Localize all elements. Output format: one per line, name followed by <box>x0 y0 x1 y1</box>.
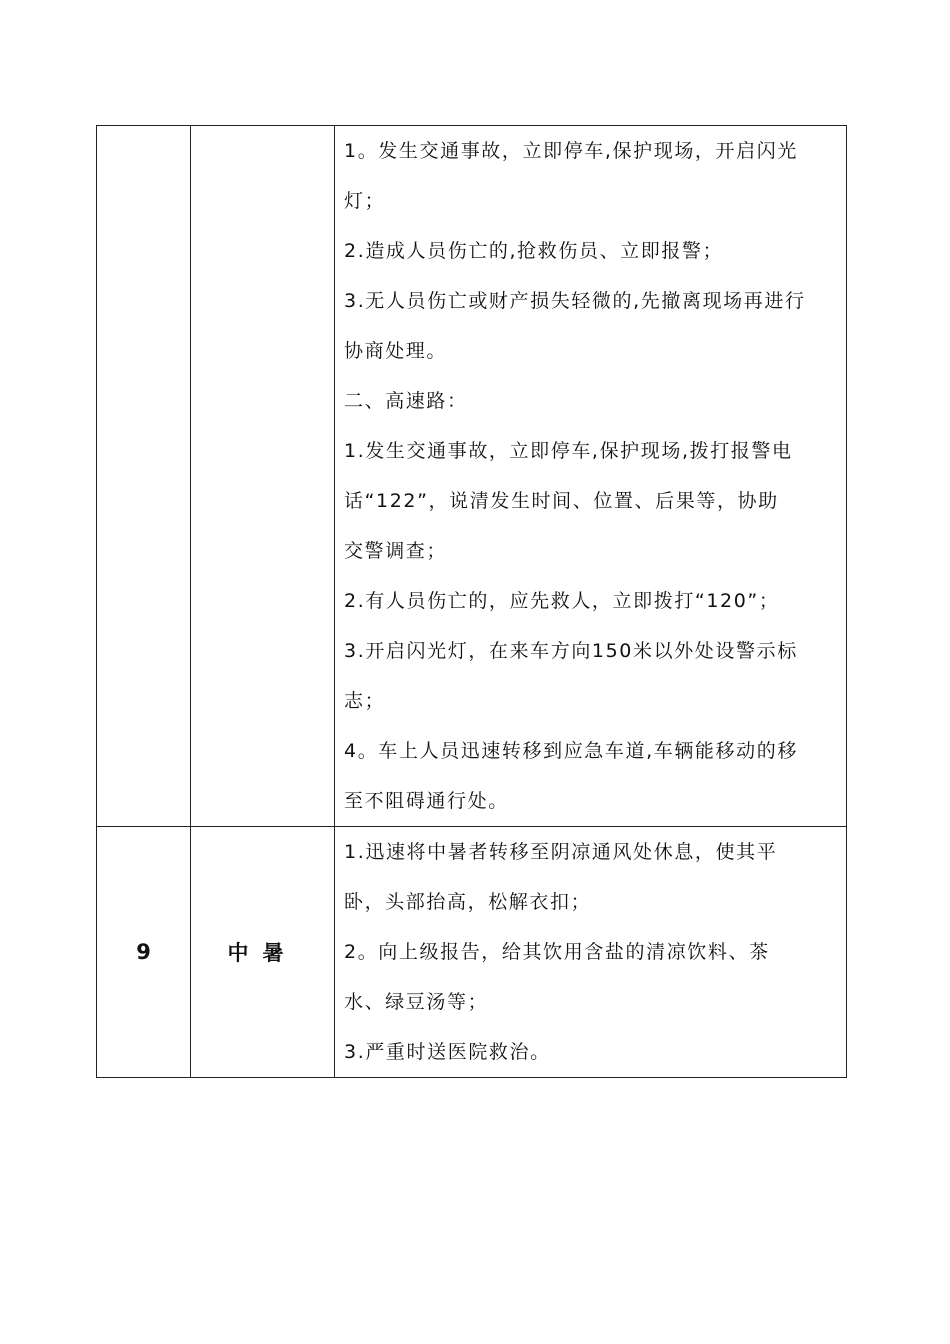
measure-line: 3.无人员伤亡或财产损失轻微的,先撤离现场再进行 <box>344 290 806 312</box>
table-row <box>97 827 847 1078</box>
measures-cell <box>335 827 847 1078</box>
measure-line: 交警调查； <box>344 540 448 562</box>
measures-cell <box>335 126 847 827</box>
measure-line: 2。向上级报告，给其饮用含盐的清凉饮料、茶 <box>344 941 770 963</box>
measure-line: 卧，头部抬高，松解衣扣； <box>344 891 592 913</box>
measure-line: 2.造成人员伤亡的,抢救伤员、立即报警； <box>344 240 724 262</box>
row-name-cell: 中暑 <box>191 827 335 1078</box>
measure-line: 水、绿豆汤等； <box>344 991 489 1013</box>
measure-line: 1.发生交通事故，立即停车,保护现场,拨打报警电 <box>344 440 793 462</box>
measure-line: 2.有人员伤亡的，应先救人，立即拨打“120”； <box>344 590 780 612</box>
section-heading: 二、高速路： <box>344 390 468 412</box>
measure-line: 3.开启闪光灯，在来车方向150米以外处设警示标 <box>344 640 798 662</box>
measure-line: 至不阻碍通行处。 <box>344 790 509 812</box>
measure-line: 3.严重时送医院救治。 <box>344 1041 551 1063</box>
row-number-cell <box>97 126 191 827</box>
measure-line: 灯； <box>344 190 386 212</box>
measure-line: 1.迅速将中暑者转移至阴凉通风处休息，使其平 <box>344 841 778 863</box>
measure-line: 话“122”，说清发生时间、位置、后果等，协助 <box>344 490 779 512</box>
row-name-cell <box>191 126 335 827</box>
row-number-cell: 9 <box>97 827 191 1078</box>
table-row <box>97 126 847 827</box>
emergency-measures-table <box>96 125 847 1078</box>
measure-line: 志； <box>344 690 386 712</box>
measures-list <box>344 827 838 1077</box>
measure-line: 1。发生交通事故，立即停车,保护现场，开启闪光 <box>344 140 798 162</box>
measure-line: 4。车上人员迅速转移到应急车道,车辆能移动的移 <box>344 740 798 762</box>
measure-line: 协商处理。 <box>344 340 448 362</box>
measures-list <box>344 126 838 826</box>
